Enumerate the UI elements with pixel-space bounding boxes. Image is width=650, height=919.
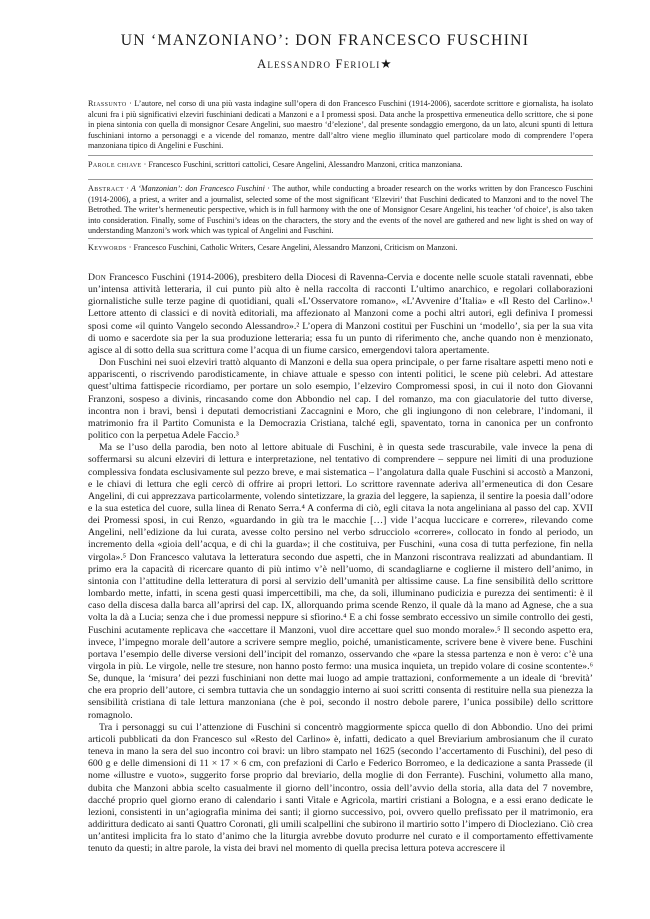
divider xyxy=(88,238,593,239)
paragraph-3: Ma se l’uso della parodia, ben noto al lettore abituale di Fuschini, è in questa sede trascurabile, vale invece la pena di soffermarsi su alcuni elzeviri di lettura e interpretazione, nel tentativo di comprendere – seppure nei limiti di una produzione complessiva fondata esclusivamente sul pezzo breve, e mai sistematica – l’angolatura dalla quale Fuschini si accostò a Manzoni, e le chiavi di lettura che egli cercò di offrire ai propri lettori. Lo scrittore ravennate aderiva all’ermeneutica di don Cesare Angelini, di cui apprezzava particolarmente, volendo sintetizzare, la grazia del leggere, la sapienza, il sentire la poesia dall’odore e la sua estetica del cuore, sulla linea di Renato Serra.⁴ A conferma di ciò, egli citava la nota angeliniana al passo del cap. XVII dei Promessi sposi, in cui Renzo, «guardando in giù tra le macchie […] vide l’acqua luccicare e correre», rilevando come Angelini, nell’edizione da lui curata, avesse colto persino nel verbo sdrucciolo «correre», collocato in fondo al periodo, un incremento della «gioia dell’acqua, e di chi la guarda»; il che costituiva, per Fuschini, «una cosa di tutta perfezione, fin nella virgola».⁵ Don Francesco valutava la letteratura secondo due aspetti, che in Manzoni riscontrava realizzati ad abundantiam. Il primo era la capacità di ricercare quanto di più intimo v’è nell’uomo, di scandagliarne e coglierne il mistero dell’animo, in sintonia con l’attitudine della letteratura di porsi al servizio dell’umanità per altissime cause. La fine sensibilità dello scrittore lombardo mette, infatti, in scena gesti quasi impercettibili, ma che, da soli, illuminano pudicizia e purezza dei sentimenti: è il caso della discesa dalla barca all’aprirsi del cap. IX, allorquando prima scende Renzo, il quale dà la mano ad Agnese, che a sua volta la dà a Lucia; senza che i due promessi neppure si sfiorino.⁴ E a chi fosse sembrato eccessivo un simile controllo dei gesti, Fuschini acutamente replicava che «accettare il Manzoni, vuol dire accettare quel suo mondo morale».⁵ Il secondo aspetto era, invece, l’impegno morale dell’autore a scrivere sempre meglio, poiché, umanisticamente, scrivere bene è vivere bene. Fuschini portava l’esempio delle diverse versioni dell’incipit del romanzo, osservando che «pare la stessa partenza e non è vero: c’è una virgola in più. Le virgole, nelle tre stesure, non hanno posto fermo: una musica inquieta, un trepido volare di cosine scontente».⁶ Se, dunque, la ‘misura’ dei pezzi fuschiniani non dette mai luogo ad ampie trattazioni, conformemente a un ideale di ‘brevità’ che era proprio dell’autore, ci sembra tuttavia che un sondaggio interno ai suoi scritti consenta di restituire nella sua pienezza la sensibilità cristiana di tale lettura manzoniana (che è poi, secondo il nostro debole parere, l’unica possibile) dello scrittore romagnolo. xyxy=(88,442,593,721)
paragraph-1-text: Francesco Fuschini (1914-2006), presbitero della Diocesi di Ravenna-Cervia e docente nelle scuole statali ravennati, ebbe un’intensa attività letteraria, il cui punto più alto è nella raccolta di racconti L’ultimo anarchico, e regolari collaborazioni giornalistiche sulle terze pagine di quotidiani, quali «L’Osservatore romano», «L’Avvenire d’Italia» e «Il Resto del Carlino».¹ Lettore attento di classici e di novità editoriali, ma affezionato al Manzoni come a pochi altri autori, egli definiva I promessi sposi come «il quinto Vangelo secondo Alessandro».² L’opera di Manzoni costituì per Fuschini un ‘modello’, sia per la sua vita di uomo e sacerdote sia per la sua produzione letteraria; essa fu un punto di riferimento che, anche quando non è menzionato, agisce al di sotto della sua scrittura come l’acqua di un fiume carsico, emergendovi talora apertamente. xyxy=(88,272,593,356)
divider xyxy=(88,155,593,156)
abstract-label: Abstract xyxy=(88,184,125,193)
paragraph-4: Tra i personaggi su cui l’attenzione di Fuschini si concentrò maggiormente spicca quello di don Abbondio. Uno dei primi articoli pubblicati da don Francesco sul «Resto del Carlino» è, infatti, dedicato a quel Breviarium ambrosianum che il curato teneva in mano la sera del suo incontro coi bravi: un libro stampato nel 1625 (secondo l’accertamento di Fuschini), del peso di 600 g e delle dimensioni di 11 × 17 × 6 cm, con prefazioni di Carlo e Federico Borromeo, e la dedicazione a santa Prassede (il nome «illustre e vuoto», suggerito forse proprio dal breviario, della moglie di don Ferrante). Fuschini, volumetto alla mano, dubita che Manzoni abbia scelto casualmente il giorno dell’incontro, ossia dell’avvio della storia, alla data del 7 novembre, dacché proprio quel giorno erano di calendario i santi Vitale e Agricola, martiri cristiani a Bologna, e a essi erano dedicate le lezioni, consistenti in un’agiografia minima dei santi; il giorno successivo, poi, ovvero quello prefissato per il matrimonio, era addirittura dedicato ai santi Quattro Coronati, gli umili scalpellini che subirono il martirio sotto l’impero di Diocleziano. Ciò crea un’antitesi implicita fra lo stato d’animo che la liturgia avrebbe dovuto produrre nel curato e il comportamento effettivamente tenuto da questi; in altre parole, la vista dei bravi nel momento di quella precisa lettura poteva accrescere il xyxy=(88,721,593,855)
abstract-title: · A ‘Manzonian’: don Francesco Fuschini xyxy=(124,184,265,193)
article-author: Alessandro Ferioli★ xyxy=(257,57,393,71)
riassunto-label: Riassunto xyxy=(88,99,127,108)
riassunto-text: · L’autore, nel corso di una più vasta indagine sull’opera di don Francesco Fuschini (1914-2006), sacerdote scrittore e giornalista, ha isolato alcuni fra i più significativi elzeviri fuschiniani dedicati a Manzoni e a I promessi sposi. Data anche la prospettiva ermeneutica dello scrittore, che si pone in piena sintonia con quella di monsignor Cesare Angelini, suo maestro ‘d’elezione’, dal presente sondaggio emergono, da un lato, alcuni spunti di lettura fuschiniani intorno a personaggi e a vicende del romanzo, mentre dall’altro viene meglio illuminato quel particolare modo di comprendere l’opera manzoniana tipico di Angelini e Fuschini. xyxy=(88,99,593,151)
abstract-text: · The author, while conducting a broader research on the works written by don Francesco Fuschini (1914-2006), a priest, a writer and a journalist, selected some of the most significant ‘Elzeviri’ that Fuschini dedicated to Manzoni and to the novel The Betrothed. The writer’s hermeneutic perspective, which is in full harmony with the one of Monsignor Cesare Angelini, his teacher ‘of choice’, is also taken into consideration. Finally, some of Fuschini’s ideas on the characters, the story and the events of the novel are gathered and new light is shed on way of understanding Manzoni’s work which was typical of Angelini and Fuschini. xyxy=(88,184,593,236)
paragraph-1-lead: Don xyxy=(88,272,107,283)
keywords-block xyxy=(88,243,593,254)
article-title: UN ‘MANZONIANO’: DON FRANCESCO FUSCHINI xyxy=(120,32,530,49)
abstract-block xyxy=(88,184,593,237)
paragraph-2: Don Fuschini nei suoi elzeviri trattò alquanto di Manzoni e della sua opera principale, o per farne risaltare aspetti meno noti e appariscenti, o riscrivendo parodisticamente, in chiave attuale e spesso con intenti politici, le scene più celebri. Ad attestare quest’ultima fattispecie ricordiamo, per portare un solo esempio, l’elzeviro Compromessi sposi, in cui il noto don Giovanni Franzoni, sospeso a divinis, rincasando come don Abbondio nel cap. I del romanzo, ma con giaculatorie del tutto diverse, incontra non i bravi, bensì i deputati democristiani Zaccagnini e Moro, che gli ingiungono di non celebrare, l’indomani, il matrimonio fra il Partito Comunista e la Democrazia Cristiana, talché egli, spaventato, torna in canonica per un confronto politico con la perpetua Adele Faccio.³ xyxy=(88,357,593,442)
paragraph-1 xyxy=(88,272,593,357)
body-text xyxy=(88,272,593,912)
riassunto-block xyxy=(88,99,593,152)
parole-chiave-text: · Francesco Fuschini, scrittori cattolici, Cesare Angelini, Alessandro Manzoni, critica manzoniana. xyxy=(141,160,463,169)
divider xyxy=(88,179,593,180)
keywords-label: Keywords xyxy=(88,243,127,252)
keywords-text: · Francesco Fuschini, Catholic Writers, Cesare Angelini, Alessandro Manzoni, Criticism on Manzoni. xyxy=(126,243,458,252)
parole-chiave-label: Parole chiave xyxy=(88,160,142,169)
parole-chiave-block xyxy=(88,160,593,171)
